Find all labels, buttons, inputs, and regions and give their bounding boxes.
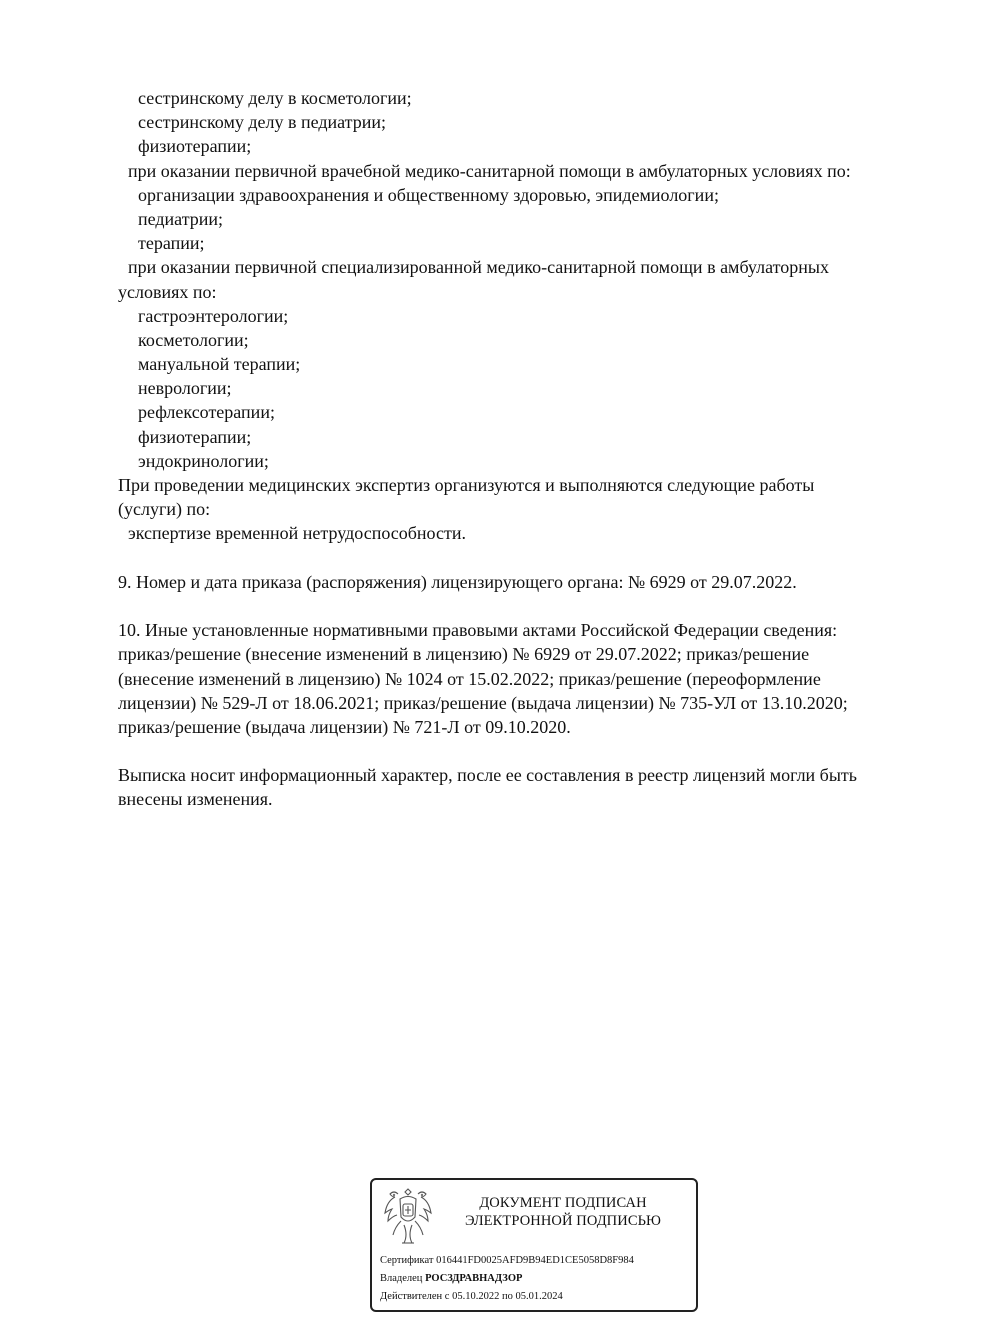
validity-label: Действителен с (380, 1291, 450, 1302)
disclaimer-line: внесены изменения. (118, 789, 273, 810)
item-10-line: приказ/решение (внесение изменений в лицензию) № 6929 от 29.07.2022; приказ/решение (118, 644, 810, 665)
list-item: неврологии; (138, 378, 232, 399)
list-item: рефлексотерапии; (138, 402, 275, 423)
spacer (118, 546, 948, 570)
stamp-title-line: ДОКУМЕНТ ПОДПИСАН (479, 1195, 647, 1211)
item-10-line: лицензии) № 529-Л от 18.06.2021; приказ/решение (выдача лицензии) № 735-УЛ от 13.10.2020; (118, 692, 848, 713)
list-item: физиотерапии; (138, 426, 252, 447)
section-heading-continuation: условиях по: (118, 281, 217, 302)
list-item: физиотерапии; (138, 136, 252, 157)
section-heading: при оказании первичной врачебной медико-санитарной помощи в амбулаторных условиях по: (128, 160, 851, 181)
list-item: мануальной терапии; (138, 354, 301, 375)
owner-row (380, 1270, 634, 1288)
item-10-line: 10. Иные установленные нормативными правовыми актами Российской Федерации сведения: (118, 620, 838, 641)
list-item: сестринскому делу в педиатрии; (138, 112, 387, 133)
stamp-title-line: ЭЛЕКТРОННОЙ ПОДПИСЬЮ (464, 1213, 662, 1229)
spacer (118, 594, 948, 618)
item-9: 9. Номер и дата приказа (распоряжения) лицензирующего органа: № 6929 от 29.07.2022. (118, 571, 797, 592)
list-item: экспертизе временной нетрудоспособности. (128, 523, 466, 544)
document-body (118, 86, 948, 812)
item-10-line: приказ/решение (выдача лицензии) № 721-Л от 09.10.2020. (118, 716, 571, 737)
validity-row (380, 1288, 634, 1306)
list-item: косметологии; (138, 329, 249, 350)
list-item: гастроэнтерологии; (138, 305, 289, 326)
certificate-label: Сертификат (380, 1255, 434, 1266)
item-10-line: (внесение изменений в лицензию) № 1024 от 15.02.2022; приказ/решение (переоформление (118, 668, 821, 689)
list-item: сестринскому делу в косметологии; (138, 88, 412, 108)
list-item: эндокринологии; (138, 450, 269, 471)
section-heading-continuation: (услуги) по: (118, 499, 211, 520)
stamp-title (452, 1194, 674, 1230)
double-headed-eagle-emblem-icon (382, 1185, 434, 1247)
list-item: организации здравоохранения и общественному здоровью, эпидемиологии; (138, 184, 719, 205)
electronic-signature-stamp (370, 1178, 698, 1312)
owner-label: Владелец (380, 1273, 423, 1284)
list-item: терапии; (138, 233, 205, 254)
valid-from: 05.10.2022 (452, 1291, 500, 1302)
certificate-value: 016441FD0025AFD9B94ED1CE5058D8F984 (436, 1255, 634, 1266)
disclaimer-line: Выписка носит информационный характер, после ее составления в реестр лицензий могли быть (118, 765, 858, 786)
stamp-details (380, 1252, 634, 1306)
valid-to: 05.01.2024 (515, 1291, 563, 1302)
section-heading: при оказании первичной специализированной медико-санитарной помощи в амбулаторных (128, 257, 829, 278)
certificate-row (380, 1252, 634, 1270)
section-heading: При проведении медицинских экспертиз организуются и выполняются следующие работы (118, 475, 815, 495)
spacer (118, 739, 948, 763)
list-item: педиатрии; (138, 208, 224, 229)
validity-to-label: по (501, 1291, 513, 1302)
owner-value: РОСЗДРАВНАДЗОР (425, 1273, 523, 1284)
